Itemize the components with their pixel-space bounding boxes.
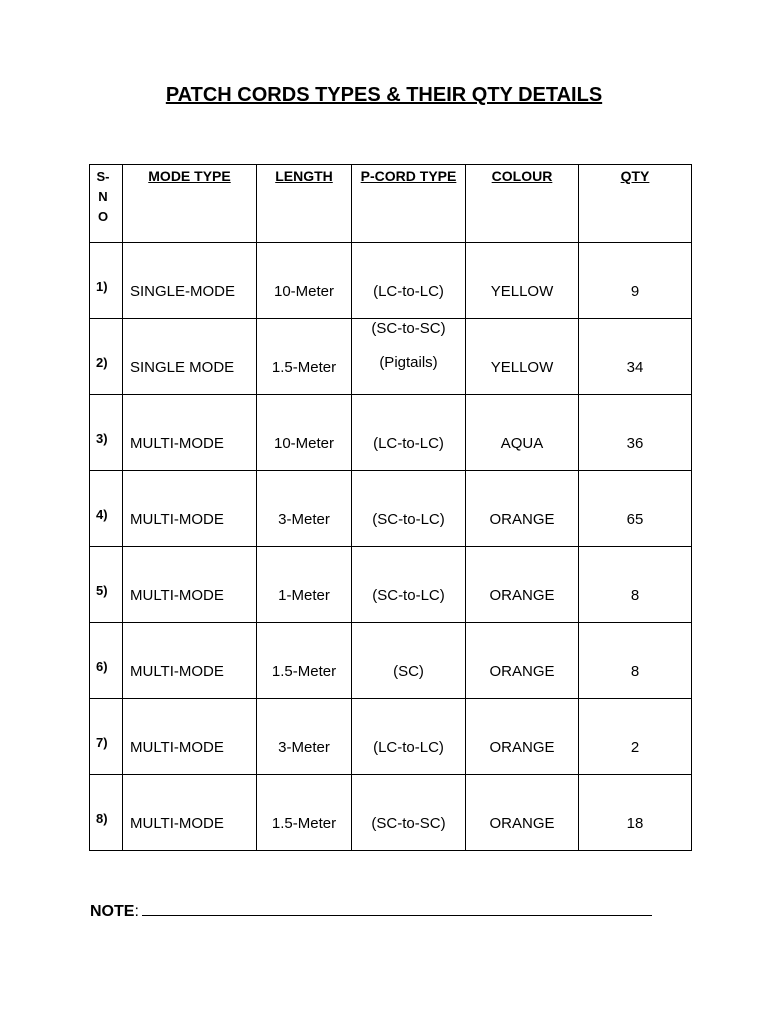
cell-length [257, 471, 352, 547]
mode-type-value: MULTI-MODE [130, 815, 224, 832]
cell-mode [123, 547, 257, 623]
colour-value: YELLOW [490, 283, 554, 300]
pcord-type-note: (Pigtails) [379, 354, 438, 371]
table-row [90, 243, 692, 319]
note-separator: : [134, 903, 139, 920]
table-row [90, 319, 692, 395]
header-sno-label: S-NO [96, 169, 110, 224]
header-sno [90, 165, 123, 243]
colour-value: ORANGE [489, 739, 555, 756]
cell-sno [90, 319, 123, 395]
table-row [90, 547, 692, 623]
note-label: NOTE [90, 903, 135, 920]
cell-sno [90, 395, 123, 471]
cell-sno [90, 775, 123, 851]
cell-pcord [352, 623, 466, 699]
cell-mode [123, 395, 257, 471]
cell-length [257, 319, 352, 395]
cell-mode [123, 699, 257, 775]
header-length-label: LENGTH [275, 168, 333, 184]
cell-length [257, 623, 352, 699]
cell-pcord [352, 471, 466, 547]
length-value: 10-Meter [273, 435, 335, 452]
header-colour-label: COLOUR [491, 168, 553, 184]
cell-colour [466, 623, 579, 699]
qty-value: 9 [630, 283, 640, 300]
qty-value: 8 [630, 663, 640, 680]
cell-length [257, 699, 352, 775]
cell-sno [90, 547, 123, 623]
cell-qty [579, 395, 692, 471]
cell-sno [90, 243, 123, 319]
mode-type-value: MULTI-MODE [130, 739, 224, 756]
cell-mode [123, 319, 257, 395]
colour-value: AQUA [500, 435, 544, 452]
pcord-type-value: (LC-to-LC) [373, 435, 444, 452]
header-mode-type [123, 165, 257, 243]
row-number: 7) [96, 735, 108, 750]
cell-length [257, 775, 352, 851]
row-number: 2) [96, 355, 108, 370]
cell-pcord [352, 547, 466, 623]
cell-mode [123, 775, 257, 851]
header-length [257, 165, 352, 243]
cell-sno [90, 623, 123, 699]
cell-pcord [352, 243, 466, 319]
pcord-type-stack [352, 319, 465, 372]
cell-pcord [352, 319, 466, 395]
cell-pcord [352, 395, 466, 471]
cell-mode [123, 623, 257, 699]
cell-mode [123, 243, 257, 319]
colour-value: YELLOW [490, 359, 554, 376]
table-row [90, 623, 692, 699]
pcord-type-value: (SC-to-LC) [372, 587, 445, 604]
header-qty [579, 165, 692, 243]
colour-value: ORANGE [489, 815, 555, 832]
pcord-type-value: (LC-to-LC) [373, 283, 444, 300]
pcord-type-value: (LC-to-LC) [373, 739, 444, 756]
cell-qty [579, 775, 692, 851]
cell-length [257, 243, 352, 319]
colour-value: ORANGE [489, 663, 555, 680]
mode-type-value: SINGLE MODE [130, 359, 235, 376]
row-number: 1) [96, 279, 108, 294]
length-value: 1-Meter [278, 587, 330, 604]
cell-pcord [352, 775, 466, 851]
colour-value: ORANGE [489, 511, 555, 528]
qty-value: 18 [626, 815, 644, 832]
cell-colour [466, 471, 579, 547]
cell-sno [90, 699, 123, 775]
cell-sno [90, 471, 123, 547]
qty-value: 34 [626, 359, 644, 376]
qty-value: 36 [626, 435, 644, 452]
cell-colour [466, 775, 579, 851]
cell-colour [466, 243, 579, 319]
row-number: 4) [96, 507, 108, 522]
row-number: 8) [96, 811, 108, 826]
table-header-row [90, 165, 692, 243]
pcord-type-value: (SC-to-SC) [371, 320, 446, 337]
table-row [90, 395, 692, 471]
qty-value: 65 [626, 511, 644, 528]
cell-qty [579, 243, 692, 319]
row-number: 3) [96, 431, 108, 446]
cell-mode [123, 471, 257, 547]
cell-qty [579, 547, 692, 623]
note-section [90, 899, 652, 921]
cell-qty [579, 623, 692, 699]
mode-type-value: MULTI-MODE [130, 663, 224, 680]
mode-type-value: MULTI-MODE [130, 511, 224, 528]
length-value: 10-Meter [273, 283, 335, 300]
cell-colour [466, 699, 579, 775]
note-blank-line [142, 899, 652, 916]
header-mode-type-label: MODE TYPE [148, 168, 231, 184]
header-pcord-type [352, 165, 466, 243]
pcord-type-value: (SC-to-LC) [372, 511, 445, 528]
table-row [90, 471, 692, 547]
cell-qty [579, 319, 692, 395]
cell-length [257, 395, 352, 471]
table-row [90, 699, 692, 775]
mode-type-value: MULTI-MODE [130, 587, 224, 604]
header-colour [466, 165, 579, 243]
document-title: PATCH CORDS TYPES & THEIR QTY DETAILS [165, 84, 603, 106]
length-value: 1.5-Meter [271, 815, 337, 832]
mode-type-value: SINGLE-MODE [130, 283, 236, 300]
pcord-type-value: (SC) [393, 663, 424, 680]
row-number: 5) [96, 583, 108, 598]
cell-colour [466, 547, 579, 623]
cell-pcord [352, 699, 466, 775]
length-value: 1.5-Meter [271, 663, 337, 680]
cell-qty [579, 471, 692, 547]
cell-colour [466, 319, 579, 395]
pcord-type-value: (SC-to-SC) [371, 815, 446, 832]
length-value: 3-Meter [278, 739, 330, 756]
header-qty-label: QTY [620, 168, 650, 184]
table-row [90, 775, 692, 851]
colour-value: ORANGE [489, 587, 555, 604]
header-pcord-type-label: P-CORD TYPE [360, 168, 457, 184]
cell-length [257, 547, 352, 623]
cell-qty [579, 699, 692, 775]
cell-colour [466, 395, 579, 471]
qty-value: 2 [630, 739, 640, 756]
patch-cords-table [89, 164, 692, 851]
mode-type-value: MULTI-MODE [130, 435, 224, 452]
row-number: 6) [96, 659, 108, 674]
length-value: 1.5-Meter [271, 359, 337, 376]
length-value: 3-Meter [278, 511, 330, 528]
qty-value: 8 [630, 587, 640, 604]
